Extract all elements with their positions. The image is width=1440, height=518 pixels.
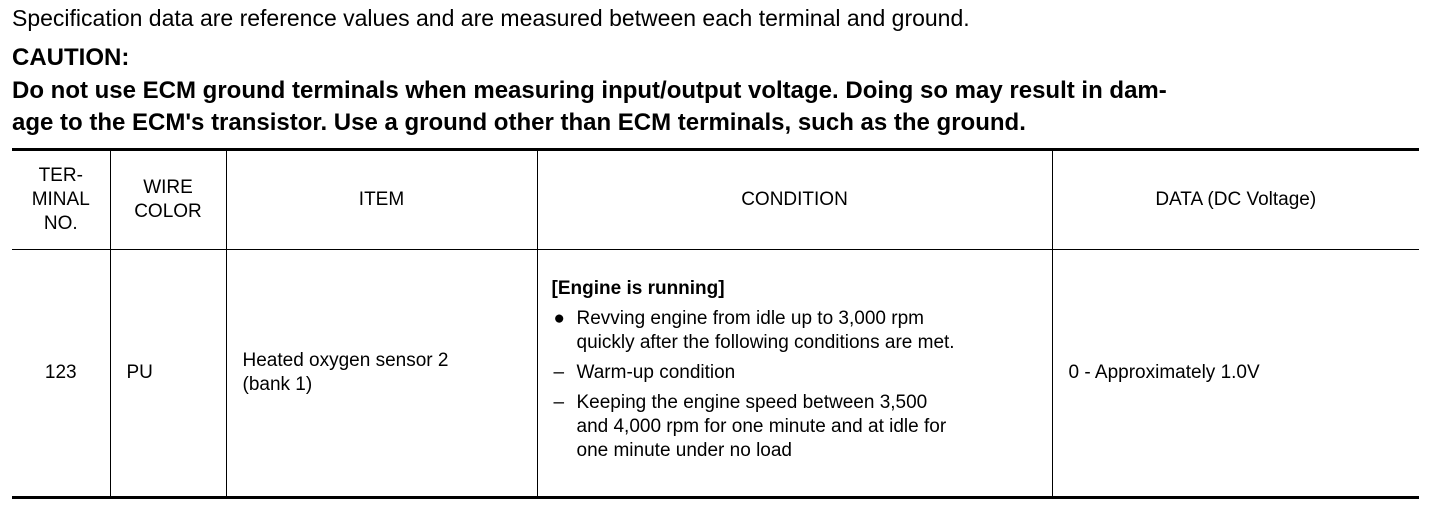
bullet-dot-icon: ● — [553, 308, 565, 329]
header-condition: CONDITION — [537, 150, 1052, 250]
caution-title: CAUTION: — [12, 44, 130, 71]
dash-icon: – — [553, 362, 565, 383]
caution-text — [12, 75, 1422, 139]
header-wire-color: WIRE COLOR — [110, 150, 226, 250]
table-header-row — [12, 150, 1419, 250]
condition-dash-1: – Warm-up condition — [553, 362, 736, 383]
caution-line-2: age to the ECM's transistor. Use a ground other than ECM terminals, such as the ground. — [12, 109, 1026, 136]
cell-wire-color: PU — [110, 250, 226, 498]
condition-dash-2: – Keeping the engine speed between 3,500 and 4,000 rpm for one minute and at idle for one minute under no load — [553, 392, 947, 461]
cell-item: Heated oxygen sensor 2 (bank 1) — [226, 250, 537, 498]
cell-data: 0 - Approximately 1.0V — [1052, 250, 1419, 498]
header-data: DATA (DC Voltage) — [1052, 150, 1419, 250]
table-row — [12, 250, 1419, 498]
condition-bullet: ● Revving engine from idle up to 3,000 rpm quickly after the following conditions are met. — [553, 308, 955, 353]
header-item: ITEM — [226, 150, 537, 250]
intro-text: Specification data are reference values and are measured between each terminal and ground. — [12, 5, 970, 31]
cell-condition — [537, 250, 1052, 498]
caution-line-1: Do not use ECM ground terminals when measuring input/output voltage. Doing so may result in dam- — [12, 77, 1167, 104]
spec-table — [12, 148, 1419, 499]
header-terminal-no: TER- MINAL NO. — [12, 150, 110, 250]
dash-icon: – — [553, 392, 565, 413]
condition-heading: [Engine is running] — [551, 278, 725, 299]
cell-terminal: 123 — [12, 250, 110, 498]
